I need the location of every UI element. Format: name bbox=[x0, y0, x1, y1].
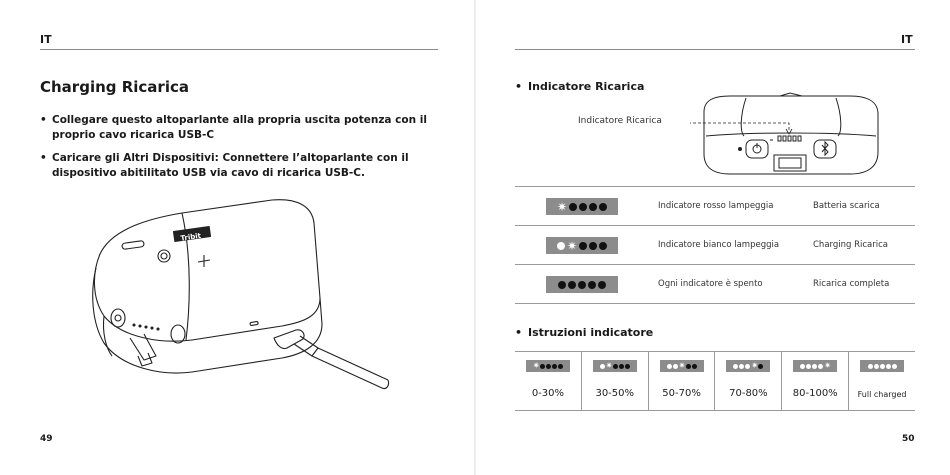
led-on-icon bbox=[818, 364, 823, 369]
battery-level-label: 50-70% bbox=[662, 388, 701, 399]
section-title: Indicatore Ricarica bbox=[528, 80, 645, 93]
section-title: Istruzioni indicatore bbox=[528, 326, 654, 339]
led-off-icon bbox=[578, 281, 586, 289]
led-pattern-bar bbox=[546, 237, 618, 254]
led-off-icon bbox=[686, 364, 691, 369]
led-on-icon bbox=[886, 364, 891, 369]
led-off-icon bbox=[568, 281, 576, 289]
indicator-state: Batteria scarica bbox=[813, 201, 880, 211]
led-off-icon bbox=[625, 364, 630, 369]
left-language-header: IT bbox=[40, 33, 52, 46]
led-off-icon bbox=[558, 364, 563, 369]
led-off-icon bbox=[579, 242, 587, 250]
led-on-icon bbox=[733, 364, 738, 369]
led-off-icon bbox=[540, 364, 545, 369]
led-on-icon bbox=[600, 364, 605, 369]
bullet-icon: • bbox=[40, 152, 47, 164]
left-page-number: 49 bbox=[40, 434, 53, 444]
led-off-icon bbox=[598, 281, 606, 289]
led-off-icon bbox=[546, 364, 551, 369]
flashing-led-icon: ✷ bbox=[567, 238, 578, 253]
led-off-icon bbox=[589, 242, 597, 250]
flashing-led-icon: ✷ bbox=[605, 361, 613, 370]
led-off-icon bbox=[569, 203, 577, 211]
led-off-icon bbox=[599, 203, 607, 211]
led-off-icon bbox=[758, 364, 763, 369]
battery-level-cell bbox=[581, 352, 648, 410]
indicator-callout-label: Indicatore Ricarica bbox=[578, 116, 662, 126]
led-off-icon bbox=[589, 203, 597, 211]
indicator-state: Charging Ricarica bbox=[813, 240, 889, 250]
led-on-icon bbox=[745, 364, 750, 369]
led-pattern-bar bbox=[526, 360, 570, 372]
indicator-state: Ricarica completa bbox=[813, 279, 890, 289]
battery-level-label: 30-50% bbox=[595, 388, 635, 399]
bullet-text: Caricare gli Altri Dispositivi: Connettere l’altoparlante con il dispositivo abitilitato USB via cavo di ricarica USB-C. bbox=[52, 152, 409, 179]
led-off-icon bbox=[619, 364, 624, 369]
led-on-icon bbox=[874, 364, 879, 369]
bullet-item bbox=[40, 113, 450, 143]
led-on-icon bbox=[868, 364, 873, 369]
battery-level-label: Full charged bbox=[857, 390, 907, 399]
bullet-text: Collegare questo altoparlante alla propria uscita potenza con il proprio cavo ricarica USB-C bbox=[52, 114, 427, 141]
flashing-led-icon: ✷ bbox=[532, 361, 540, 370]
indicator-row bbox=[515, 264, 915, 304]
indicator-row bbox=[515, 225, 915, 264]
led-on-icon bbox=[880, 364, 885, 369]
battery-level-cell bbox=[515, 352, 581, 410]
battery-level-cell bbox=[781, 352, 848, 410]
bullet-item bbox=[40, 151, 450, 181]
indicator-description: Indicatore rosso lampeggia bbox=[658, 201, 774, 211]
led-on-icon bbox=[739, 364, 744, 369]
page-gutter bbox=[474, 0, 476, 475]
flashing-led-icon: ✷ bbox=[824, 361, 831, 370]
led-on-icon bbox=[806, 364, 811, 369]
battery-level-cell bbox=[848, 352, 915, 410]
led-on-icon bbox=[812, 364, 817, 369]
led-pattern-bar bbox=[726, 360, 770, 372]
led-off-icon bbox=[579, 203, 587, 211]
led-off-icon bbox=[552, 364, 557, 369]
battery-level-label: 70-80% bbox=[729, 388, 768, 399]
led-on-icon bbox=[673, 364, 678, 369]
battery-level-label: 80-100% bbox=[792, 388, 838, 399]
led-pattern-bar bbox=[593, 360, 637, 372]
charging-bullets bbox=[40, 113, 450, 189]
page-title: Charging Ricarica bbox=[40, 78, 189, 96]
led-off-icon bbox=[599, 242, 607, 250]
indicator-description: Indicatore bianco lampeggia bbox=[658, 240, 780, 250]
speaker-charging-illustration bbox=[82, 198, 402, 398]
bullet-icon: • bbox=[515, 326, 523, 339]
battery-level-cell bbox=[714, 352, 781, 410]
left-header-rule bbox=[40, 49, 438, 50]
led-off-icon bbox=[613, 364, 618, 369]
section-charging-indicator bbox=[515, 80, 644, 93]
bullet-icon: • bbox=[40, 114, 47, 126]
led-on-icon bbox=[557, 242, 565, 250]
led-off-icon bbox=[558, 281, 566, 289]
flashing-led-icon: ✷ bbox=[678, 361, 686, 370]
right-language-header: IT bbox=[901, 33, 913, 46]
right-header-rule bbox=[515, 49, 915, 50]
led-on-icon bbox=[800, 364, 805, 369]
bullet-icon: • bbox=[515, 80, 523, 93]
flashing-led-icon: ✷ bbox=[557, 199, 568, 214]
illustration-logo: Tribit bbox=[179, 231, 202, 243]
led-on-icon bbox=[892, 364, 897, 369]
led-on-icon bbox=[667, 364, 672, 369]
led-pattern-bar bbox=[546, 198, 618, 215]
indicator-row bbox=[515, 186, 915, 225]
led-off-icon bbox=[588, 281, 596, 289]
flashing-led-icon: ✷ bbox=[751, 361, 759, 370]
right-page-number: 50 bbox=[902, 434, 915, 444]
speaker-front-view-illustration bbox=[690, 92, 890, 178]
indicator-description: Ogni indicatore è spento bbox=[658, 279, 763, 289]
led-pattern-bar bbox=[660, 360, 704, 372]
led-off-icon bbox=[692, 364, 697, 369]
led-pattern-bar bbox=[860, 360, 904, 372]
led-pattern-bar bbox=[546, 276, 618, 293]
battery-level-cell bbox=[648, 352, 715, 410]
led-pattern-bar bbox=[793, 360, 837, 372]
charging-indicator-table bbox=[515, 186, 915, 304]
section-indicator-instructions bbox=[515, 326, 653, 339]
battery-level-table bbox=[515, 351, 915, 411]
battery-level-label: 0-30% bbox=[531, 388, 565, 399]
